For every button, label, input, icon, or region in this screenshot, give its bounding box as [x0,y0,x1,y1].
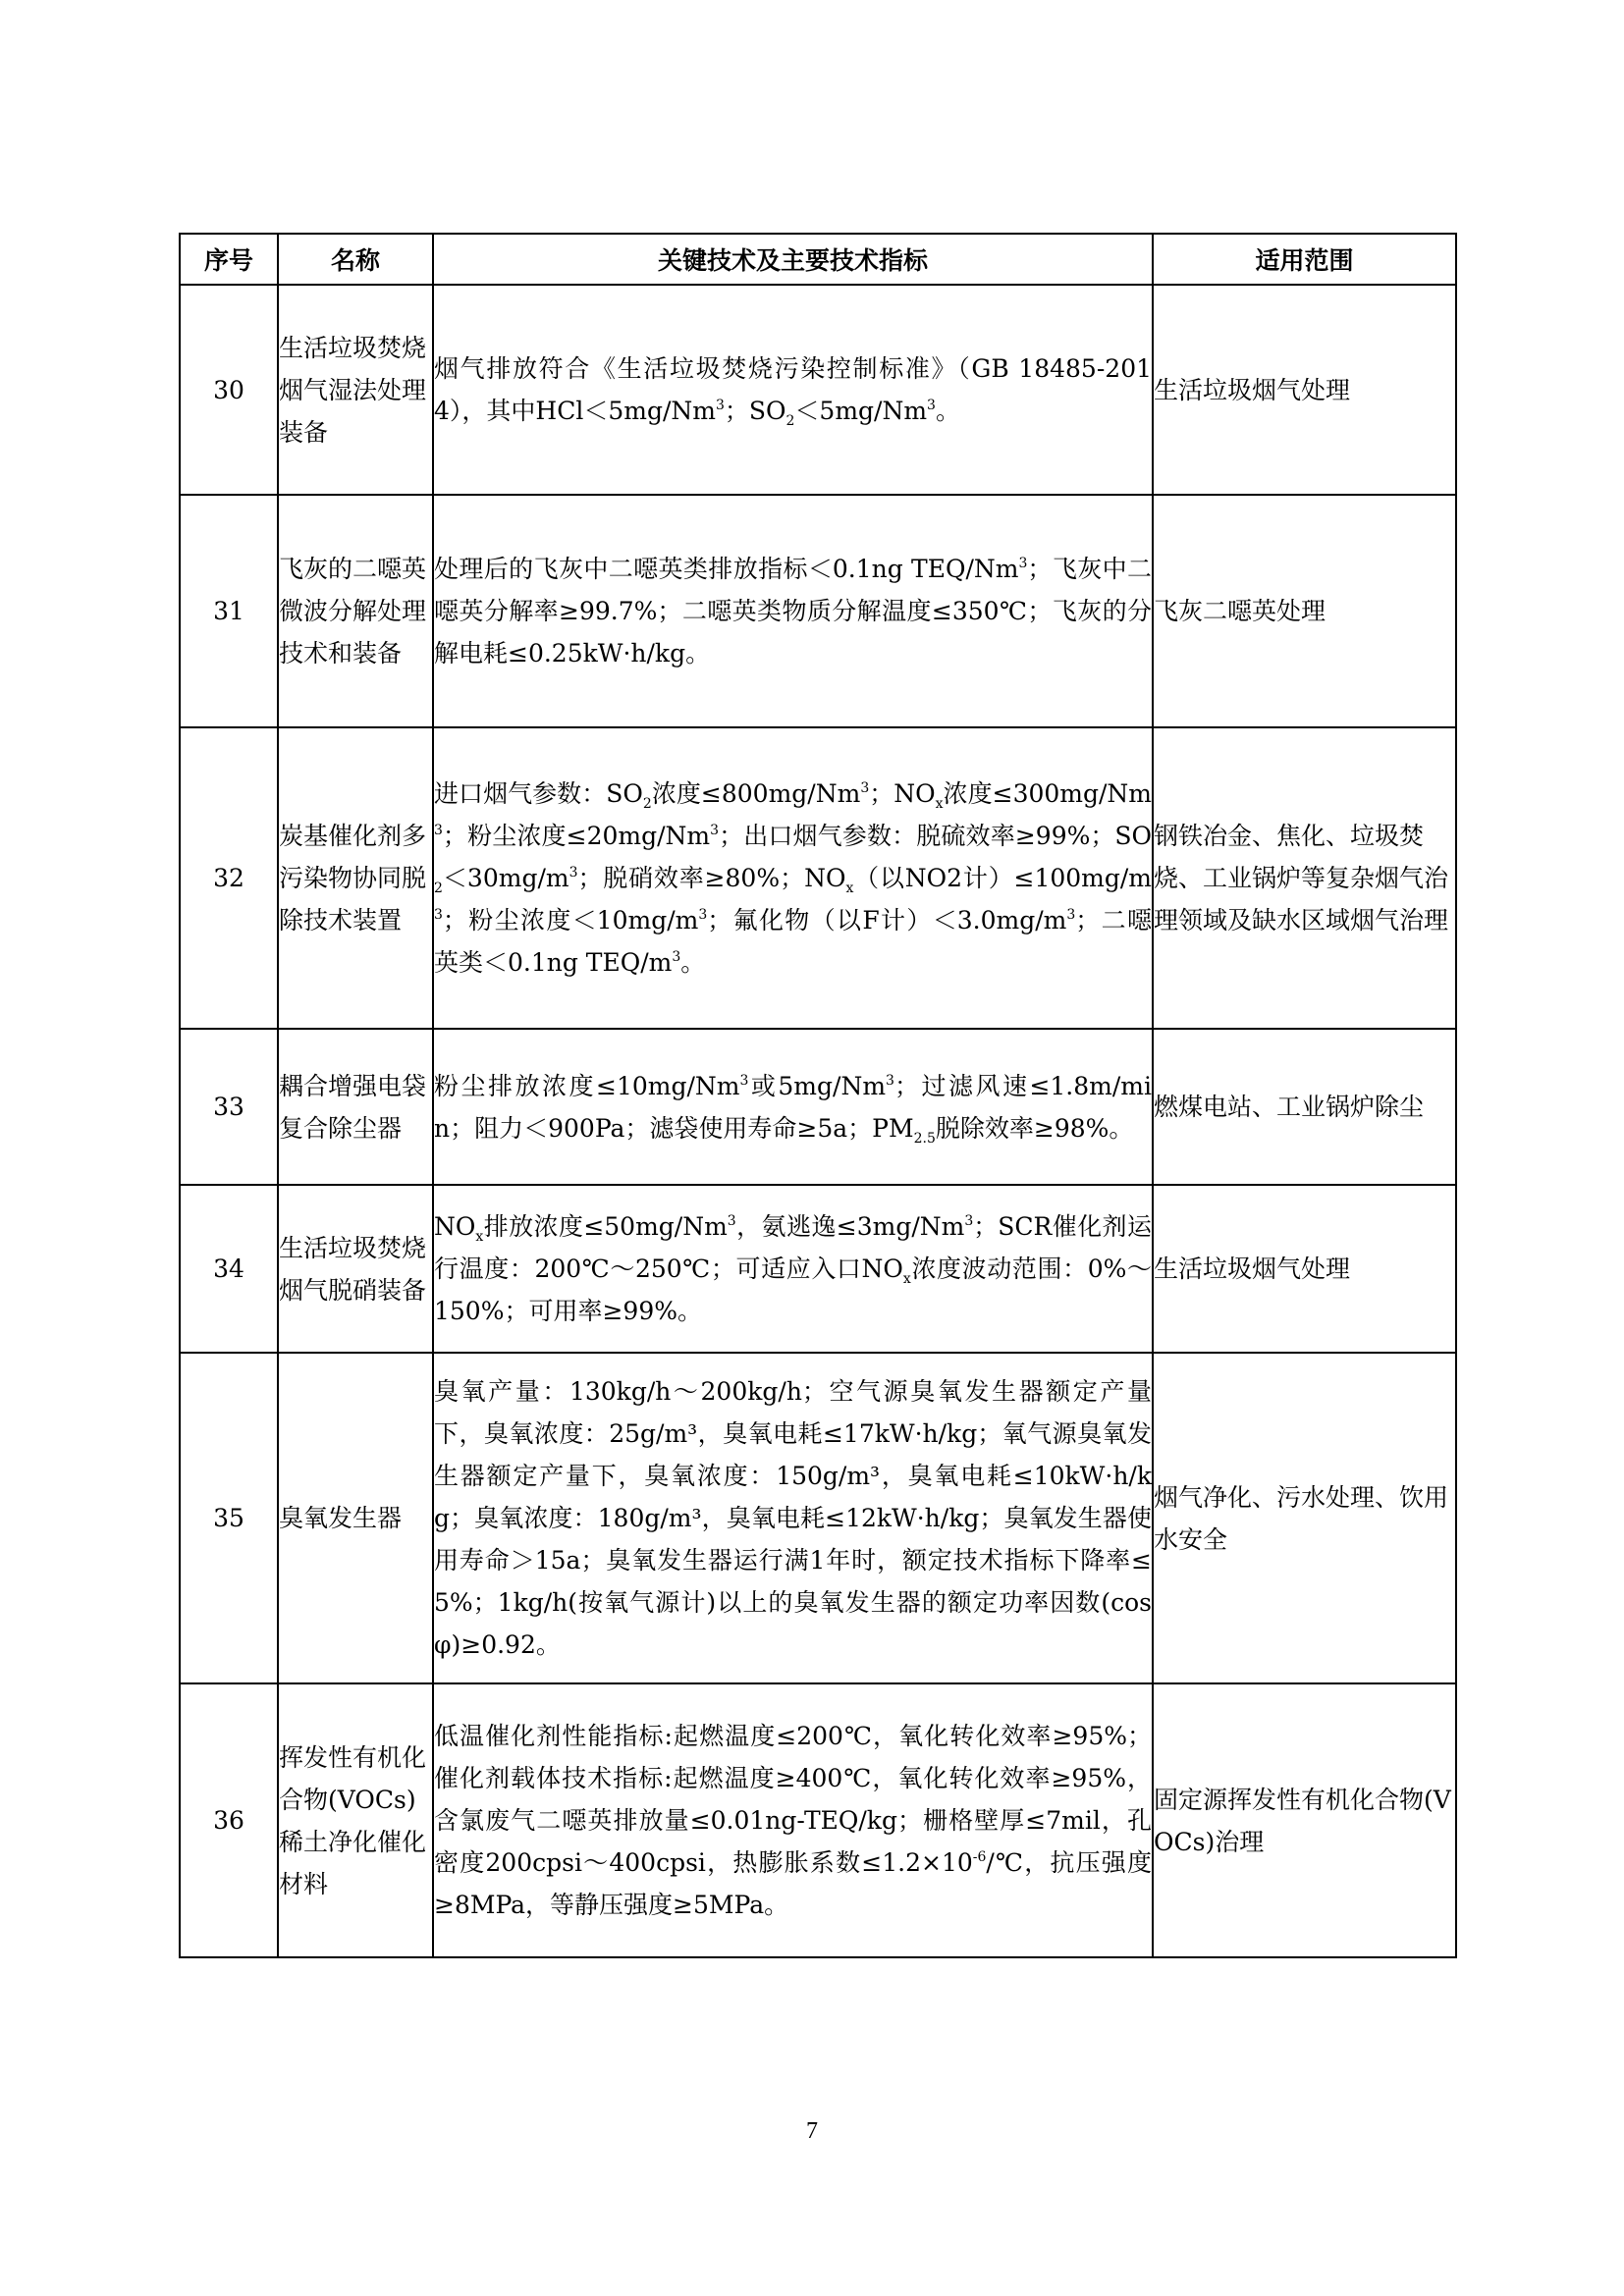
row-name: 炭基催化剂多污染物协同脱除技术装置 [278,727,433,1029]
row-scope: 生活垃圾烟气处理 [1153,285,1456,495]
row-technology: $NO_x$排放浓度$\le 50mg/Nm^3$，氨逃逸$\le 3mg/Nm^3$；SCR催化剂运行温度：200℃～250℃；可适应入口$NO_x$浓度波动范围：0%～150%；可用率≥99%。 [433,1185,1153,1353]
row-scope: 生活垃圾烟气处理 [1153,1185,1456,1353]
header-name: 名称 [278,234,433,285]
row-scope: 固定源挥发性有机化合物(VOCs)治理 [1153,1683,1456,1957]
row-technology: 臭氧产量：130kg/h～200kg/h；空气源臭氧发生器额定产量下，臭氧浓度：25g/m³，臭氧电耗≤17kW·h/kg；氧气源臭氧发生器额定产量下，臭氧浓度：150g/m³，臭氧电耗≤10kW·h/kg；臭氧浓度：180g/m³，臭氧电耗≤12kW·h/kg；臭氧发生器使用寿命＞15a；臭氧发生器运行满1年时，额定技术指标下降率≤5%；1kg/h(按氧气源计)以上的臭氧发生器的额定功率因数(cosφ)≥0.92。 [433,1353,1153,1683]
row-number: 30 [180,285,278,495]
table-row [180,495,1456,727]
header-scope: 适用范围 [1153,234,1456,285]
row-scope: 飞灰二噁英处理 [1153,495,1456,727]
row-technology: 低温催化剂性能指标:起燃温度≤200℃，氧化转化效率≥95%；催化剂载体技术指标:起燃温度≥400℃，氧化转化效率≥95%，含氯废气二噁英排放量≤0.01ng-TEQ/kg；栅格壁厚≤7mil，孔密度200cpsi～400cpsi，热膨胀系数$\le 1.2\times 10^{-6}/℃$，抗压强度≥8MPa，等静压强度≥5MPa。 [433,1683,1153,1957]
row-name: 挥发性有机化合物(VOCs)稀土净化催化材料 [278,1683,433,1957]
row-scope: 钢铁冶金、焦化、垃圾焚烧、工业锅炉等复杂烟气治理领域及缺水区域烟气治理 [1153,727,1456,1029]
technology-table [179,233,1457,1958]
row-number: 33 [180,1029,278,1185]
row-name: 生活垃圾焚烧烟气湿法处理装备 [278,285,433,495]
table-row [180,1353,1456,1683]
table-row [180,285,1456,495]
row-number: 36 [180,1683,278,1957]
row-name: 生活垃圾焚烧烟气脱硝装备 [278,1185,433,1353]
table-row [180,1185,1456,1353]
row-scope: 烟气净化、污水处理、饮用水安全 [1153,1353,1456,1683]
row-technology: 粉尘排放浓度$\le 10mg/Nm^3$或5mg/Nm$^3$；过滤风速≤1.8m/min；阻力＜900Pa；滤袋使用寿命≥5a；$PM_{2.5}$脱除效率≥98%。 [433,1029,1153,1185]
header-number: 序号 [180,234,278,285]
table-header-row [180,234,1456,285]
row-number: 35 [180,1353,278,1683]
header-technology: 关键技术及主要技术指标 [433,234,1153,285]
row-name: 飞灰的二噁英微波分解处理技术和装备 [278,495,433,727]
table-row [180,1683,1456,1957]
table-row [180,727,1456,1029]
row-technology: 烟气排放符合《生活垃圾焚烧污染控制标准》（GB 18485-2014），其中$HCl<5mg/Nm^3$；$SO_2<5mg/Nm^3$。 [433,285,1153,495]
row-number: 31 [180,495,278,727]
row-number: 34 [180,1185,278,1353]
page-number: 7 [806,2118,818,2144]
row-technology: 处理后的飞灰中二噁英类排放指标＜0.1ng TEQ/Nm$^3$；飞灰中二噁英分解率≥99.7%；二噁英类物质分解温度≤350℃；飞灰的分解电耗≤0.25kW·h/kg。 [433,495,1153,727]
row-number: 32 [180,727,278,1029]
row-name: 臭氧发生器 [278,1353,433,1683]
row-scope: 燃煤电站、工业锅炉除尘 [1153,1029,1456,1185]
row-technology: 进口烟气参数：$SO_2$浓度$\le 800mg/Nm^3$；$NO_x$浓度$\le 300mg/Nm^3$；粉尘浓度$\le 20mg/Nm^3$；出口烟气参数：脱硫效率≥99%；$SO_2<30mg/m^3$；脱硝效率≥80%；$NO_x$（以NO2计）$\le 100mg/m^3$；粉尘浓度$<10mg/m^3$；氟化物（以F计）$<3.0mg/m^3$；二噁英类＜0.1ng TEQ/$m^3$。 [433,727,1153,1029]
table-row [180,1029,1456,1185]
row-name: 耦合增强电袋复合除尘器 [278,1029,433,1185]
